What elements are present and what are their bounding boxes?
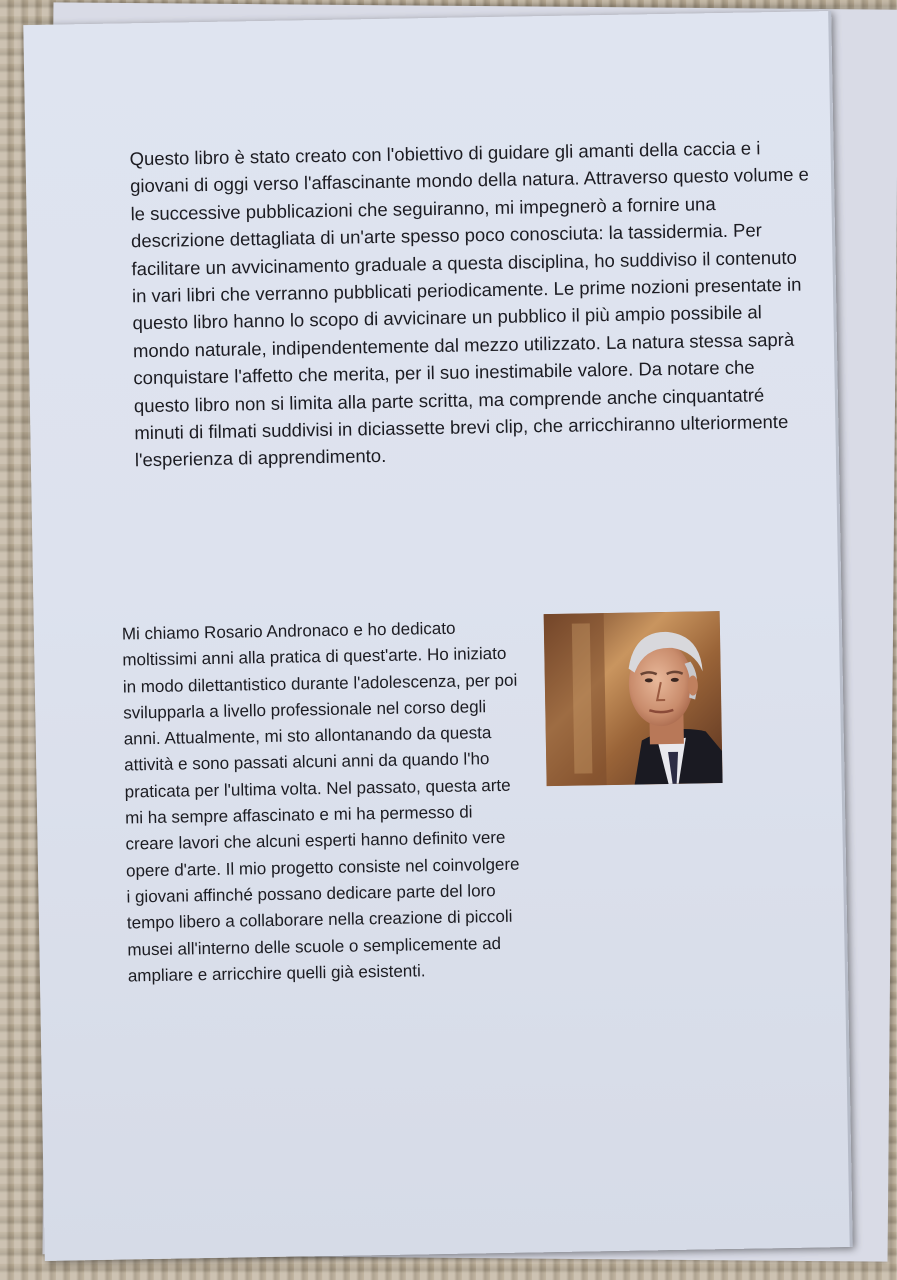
intro-paragraph: Questo libro è stato creato con l'obiettivo di guidare gli amanti della caccia e i giovani di oggi verso l'affascinante mondo della natura. Attraverso questo volume e le successive pubblicazioni che seguiranno, mi impegnerò a fornire una descrizione dettagliata di un'arte spesso poco conosciuta: la tassidermia. Per facilitare un avvicinamento graduale a questa disciplina, ho suddiviso il contenuto in vari libri che verranno pubblicati periodicamente. Le prime nozioni presentate in questo libro hanno lo scopo di avvicinare un pubblico il più ampio possibile al mondo naturale, indipendentemente dal mezzo utilizzato. La natura stessa saprà conquistare l'affetto che merita, per il suo inestimabile valore. Da notare che questo libro non si limita alla parte scritta, ma comprende anche cinquantatré minuti di filmati suddivisi in diciassette brevi clip, che arricchiranno ulteriormente l'esperienza di apprendimento. [129, 137, 810, 471]
book-back-cover [23, 11, 852, 1261]
author-portrait [544, 611, 723, 786]
author-bio-paragraph: Mi chiamo Rosario Andronaco e ho dedicato moltissimi anni alla pratica di quest'arte. Ho iniziato in modo dilettantistico durante l'adolescenza, per poi svilupparla a livello professionale nel corso degli anni. Attualmente, mi sto allontanando da questa attività e sono passati alcuni anni da quando l'ho praticata per l'ultima volta. Nel passato, questa arte mi ha sempre affascinato e mi ha permesso di creare lavori che alcuni esperti hanno definito vere opere d'arte. Il mio progetto consiste nel coinvolgere i giovani affinché possano dedicare parte del loro tempo libero a collaborare nella creazione di piccoli musei all'interno delle scuole o semplicemente ad ampliare e arricchire quelli già esistenti. [121, 618, 520, 986]
